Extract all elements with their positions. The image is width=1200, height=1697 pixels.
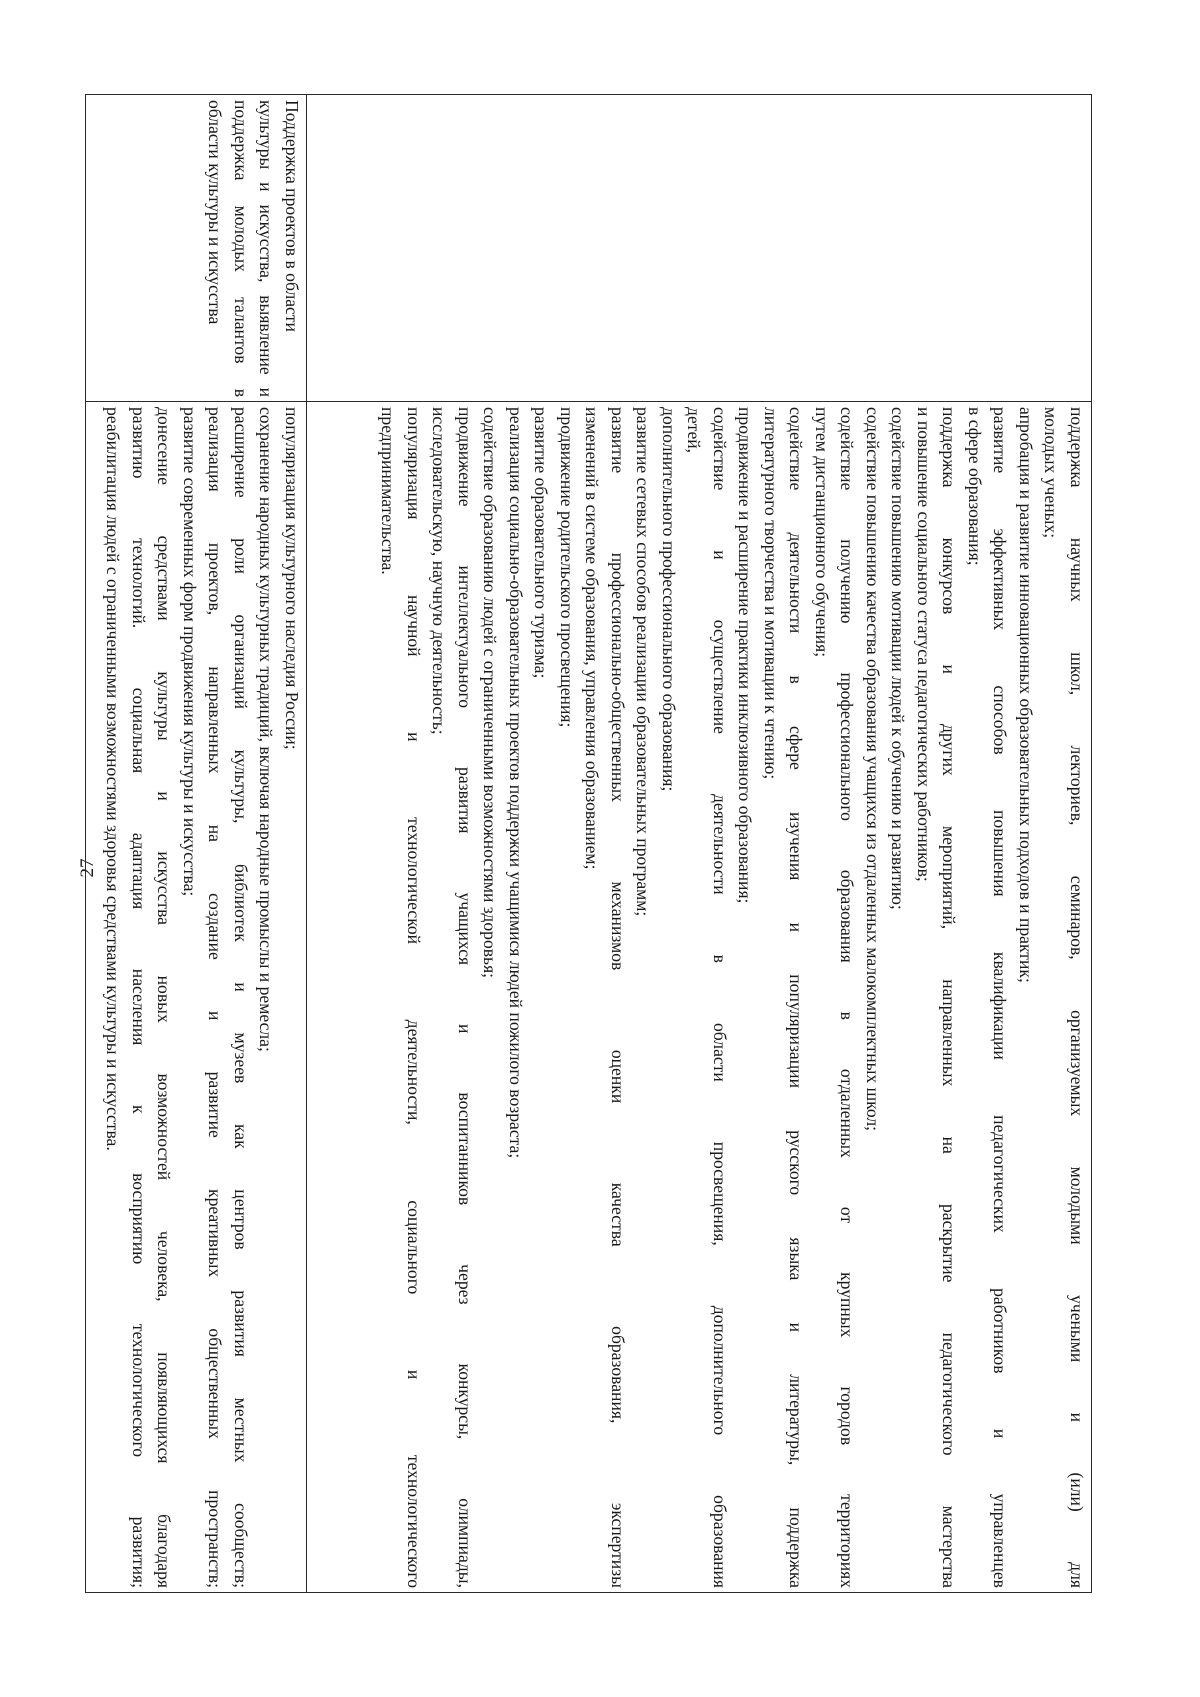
direction-text: [202, 100, 304, 397]
activities-cell: [86, 402, 307, 1593]
activity-line: развитию технологий. социальная адаптация населения к восприятию технологического развития;: [129, 407, 149, 1588]
activity-line: продвижение интеллектуального развития учащихся и воспитанников через конкурсы, олимпиады,: [455, 407, 475, 1588]
activities-text: [100, 407, 304, 1588]
direction-cell: [86, 95, 307, 402]
activity-line: содействие образованию людей с ограниченными возможностями здоровья;: [480, 407, 501, 979]
activity-line: и повышение социального статуса педагогических работников;: [914, 407, 934, 882]
activity-line: популяризация научной и технологической деятельности, социального и технологического: [404, 407, 424, 1588]
activity-line: молодых ученых;: [1041, 407, 1062, 539]
activity-line: дополнительного профессионального образования;: [659, 407, 679, 792]
direction-line: культуры и искусства, выявление и: [256, 100, 277, 397]
activity-line: исследовательскую, научную деятельность;: [429, 407, 450, 735]
rotated-page-content: [86, 94, 1092, 1592]
activity-line: в сфере образования;: [965, 407, 985, 566]
activity-line: сохранение народных культурных традиций, включая народные промыслы и ремесла;: [256, 407, 277, 1052]
direction-line: Поддержка проектов в области: [282, 100, 302, 332]
activity-line: содействие получению профессионального образования в отдаленных от крупных городов территориях: [837, 407, 858, 1588]
page-number: 27: [77, 858, 98, 878]
activity-line: популяризация культурного наследия России;: [282, 407, 302, 750]
program-table: [85, 94, 1092, 1593]
activity-line: апробация и развитие инновационных образовательных подходов и практик;: [1016, 407, 1036, 983]
activity-line: реализация проектов, направленных на создание и развитие креативных общественных пространств;: [205, 407, 226, 1588]
activity-line: содействие и осуществление деятельности в области просвещения, дополнительного образования: [710, 407, 730, 1588]
activity-line: продвижение родительского просвещения;: [557, 407, 577, 728]
activity-line: детей,: [684, 407, 705, 454]
activity-line: реализация социально-образовательных проектов поддержки учащимися людей пожилого возраста;: [506, 407, 526, 1159]
table-row-culture: [86, 95, 307, 1593]
direction-line: поддержка молодых талантов в: [231, 100, 251, 397]
activity-line: содействие деятельности в сфере изучения и популяризации русского языка и литературы, поддержка: [786, 407, 807, 1588]
activity-line: поддержка конкурсов и других мероприятий, направленных на раскрытие педагогического мастерства: [939, 407, 960, 1588]
table-row-education: [307, 95, 1092, 1593]
activity-line: развитие образовательного туризма;: [531, 407, 552, 679]
activity-line: реабилитация людей с ограниченными возможностями здоровья средствами культуры и искусства.: [103, 407, 124, 1151]
activity-line: содействие повышению мотивации людей к обучению и развитию;: [888, 407, 909, 910]
activity-line: литературного творчества и мотивации к чтению;: [761, 407, 781, 780]
activities-text: [375, 407, 1089, 1588]
activities-cell: [307, 402, 1092, 1593]
activity-line: донесение средствами культуры и искусства новых возможностей человека, появляющихся благодаря: [154, 407, 175, 1588]
activity-line: поддержка научных школ, лекториев, семинаров, организуемых молодыми учеными и (или) для: [1067, 407, 1087, 1588]
activity-line: содействие повышению качества образования учащихся из отдаленных малокомплектных школ;: [863, 407, 883, 1132]
activity-line: путем дистанционного обучения;: [812, 407, 832, 658]
activity-line: расширение роли организаций культуры, библиотек и музеев как центров развития местных сообществ;: [231, 407, 251, 1588]
activity-line: развитие сетевых способов реализации образовательных программ;: [633, 407, 654, 917]
direction-line: области культуры и искусства: [205, 100, 226, 325]
activity-line: развитие эффективных способов повышения квалификации педагогических работников и управленцев: [990, 407, 1011, 1588]
activity-line: развитие профессионально-общественных механизмов оценки качества образования, экспертизы: [608, 407, 628, 1588]
activity-line: развитие современных форм продвижения культуры и искусства;: [180, 407, 200, 897]
activity-line: предпринимательства.: [378, 407, 399, 575]
activity-line: изменений в системе образования, управления образованием;: [582, 407, 603, 870]
activity-line: продвижение и расширение практики инклюзивного образования;: [735, 407, 756, 904]
direction-cell: [307, 95, 1092, 402]
